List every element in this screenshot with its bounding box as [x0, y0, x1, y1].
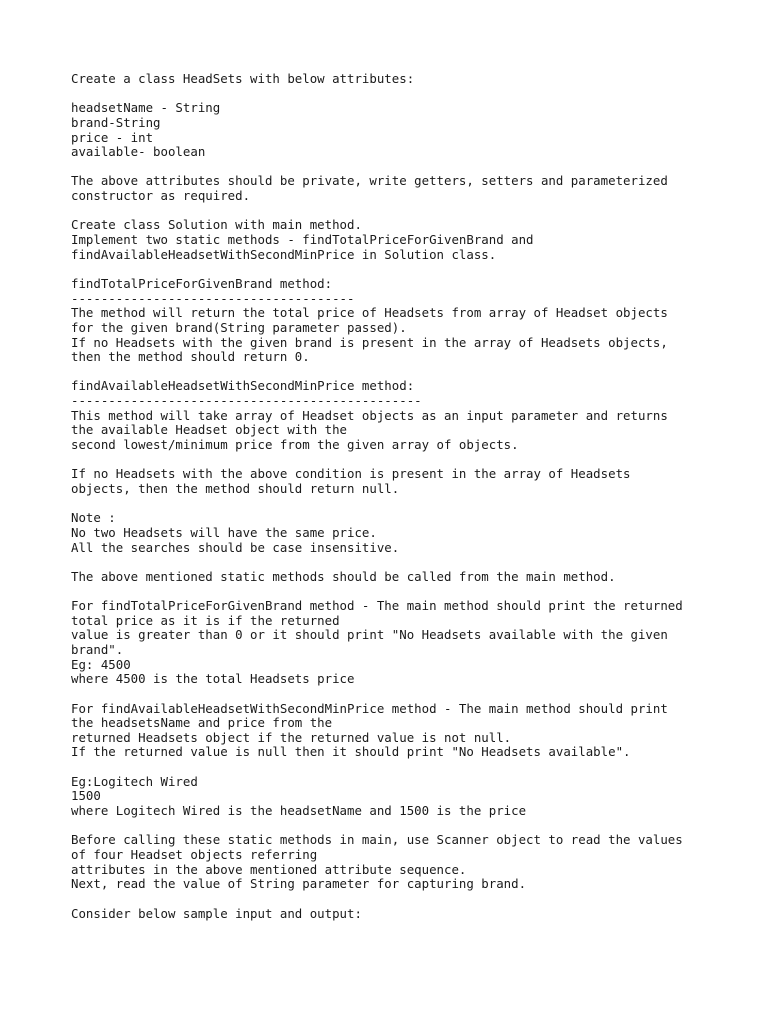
document-line: total price as it is if the returned: [71, 612, 340, 628]
document-line: The method will return the total price of Headsets from array of Headset objects: [71, 305, 668, 321]
document-line: 1500: [71, 788, 101, 804]
document-line: available- boolean: [71, 144, 206, 160]
document-line: Consider below sample input and output:: [71, 905, 362, 921]
document-line: For findTotalPriceForGivenBrand method - The main method should print the returned: [71, 598, 683, 614]
document-line: [71, 160, 768, 175]
document-line: [71, 687, 768, 702]
document-line: [71, 555, 768, 570]
document-line: If no Headsets with the given brand is present in the array of Headsets objects,: [71, 334, 668, 350]
document-line: Create a class HeadSets with below attributes:: [71, 71, 415, 86]
document-line: If the returned value is null then it should print "No Headsets available".: [71, 744, 631, 760]
document-line: [71, 497, 768, 512]
document-line: Eg:Logitech Wired: [71, 773, 198, 789]
document-line: All the searches should be case insensitive.: [71, 539, 400, 555]
document-line: No two Headsets will have the same price.: [71, 524, 377, 540]
document-line: value is greater than 0 or it should print "No Headsets available with the given: [71, 627, 668, 643]
document-line: Before calling these static methods in main, use Scanner object to read the values: [71, 832, 683, 848]
document-line: objects, then the method should return null.: [71, 480, 400, 496]
document-line: Create class Solution with main method.: [71, 217, 362, 233]
document-line: then the method should return 0.: [71, 349, 310, 365]
document-line: [71, 892, 768, 907]
document-line: returned Headsets object if the returned value is not null.: [71, 729, 512, 745]
document-line: --------------------------------------: [71, 290, 355, 306]
document-line: where 4500 is the total Headsets price: [71, 671, 355, 687]
document-line: -----------------------------------------------: [71, 393, 422, 409]
document-line: of four Headset objects referring: [71, 846, 318, 862]
document-line: for the given brand(String parameter passed).: [71, 319, 407, 335]
document-line: findTotalPriceForGivenBrand method:: [71, 275, 333, 291]
document-line: the available Headset object with the: [71, 422, 348, 438]
document-line: If no Headsets with the above condition is present in the array of Headsets: [71, 466, 631, 482]
document-line: price - int: [71, 129, 154, 145]
document-line: Note :: [71, 510, 116, 526]
document-line: [71, 365, 768, 380]
document-line: The above attributes should be private, write getters, setters and parameterized: [71, 173, 668, 189]
document-line: where Logitech Wired is the headsetName and 1500 is the price: [71, 803, 527, 819]
document-line: [71, 453, 768, 468]
document-line: brand-String: [71, 114, 161, 130]
document-line: findAvailableHeadsetWithSecondMinPrice method:: [71, 378, 415, 394]
document-line: Implement two static methods - findTotalPriceForGivenBrand and: [71, 232, 534, 248]
document-line: findAvailableHeadsetWithSecondMinPrice in Solution class.: [71, 246, 497, 262]
document-line: [71, 819, 768, 834]
document-line: [71, 262, 768, 277]
document-line: Eg: 4500: [71, 656, 131, 672]
document-line: the headsetsName and price from the: [71, 715, 333, 731]
document-line: [71, 760, 768, 775]
document-line: For findAvailableHeadsetWithSecondMinPrice method - The main method should print: [71, 700, 668, 716]
document-line: This method will take array of Headset objects as an input parameter and returns: [71, 407, 668, 423]
document-line: brand".: [71, 641, 124, 657]
document-line: attributes in the above mentioned attribute sequence.: [71, 861, 467, 877]
document-line: The above mentioned static methods should be called from the main method.: [71, 568, 616, 584]
document-line: [71, 87, 768, 102]
document-line: headsetName - String: [71, 100, 221, 116]
document-line: [71, 204, 768, 219]
document-line: [71, 584, 768, 599]
document-line: constructor as required.: [71, 188, 251, 204]
document-line: Next, read the value of String parameter for capturing brand.: [71, 876, 527, 892]
document-line: second lowest/minimum price from the given array of objects.: [71, 437, 519, 453]
